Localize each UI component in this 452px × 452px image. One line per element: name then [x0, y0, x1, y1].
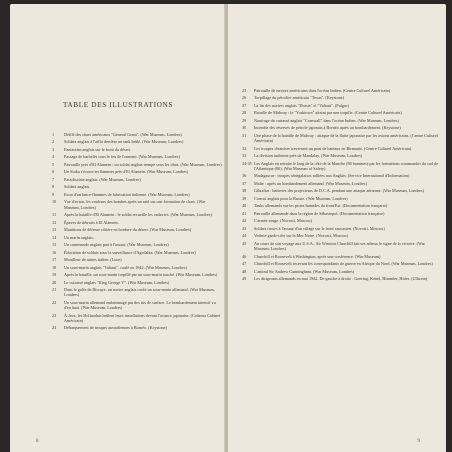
entry-caption: Un sous-marin anglais "Valiant", coulé en 1942. (War Museum, Londres)	[64, 264, 187, 270]
illustration-entry	[52, 325, 222, 330]
entry-number: 30	[242, 125, 247, 131]
entry-caption: Patrouille allemande dans la région de Sébastopol. (Documentation française)	[254, 210, 385, 216]
entry-number: 9	[52, 191, 55, 197]
entry-number: 21	[52, 286, 57, 292]
entry-caption: À Java, les Hollandais brûlent leurs installations devant l'avance japonaise. (Coûteux Cabinet Américain)	[64, 312, 221, 323]
illustration-entry	[242, 103, 438, 108]
illustration-entry	[52, 139, 222, 144]
illustration-entry	[242, 211, 438, 216]
entry-caption: Convoi anglais pour la Russie. (War Museum, Londres)	[254, 195, 348, 201]
illustration-entry	[242, 269, 438, 274]
entry-number: 40	[242, 203, 247, 209]
entry-caption: Bataille de Midway : le "Yorktown" atteint par une torpille. (Centre Culturel Américain)	[254, 110, 402, 116]
illustration-entry	[52, 184, 222, 189]
entry-number: 19	[52, 272, 57, 278]
illustration-entry	[242, 188, 438, 193]
entry-number: 13	[52, 227, 57, 233]
illustration-entry	[242, 241, 438, 252]
entry-caption: Un sous-marin allemand endommagé par des tirs de surface. Le bombardement intensif vu d'en haut. (War Museum, Londres)	[64, 299, 216, 311]
entry-number: 5	[52, 161, 55, 167]
entry-caption: La division indienne près de Mandalay. (War Museum, Londres)	[254, 153, 363, 159]
entry-caption: Parachutiste anglais. (War Museum, Londres)	[64, 176, 141, 182]
illustration-entry	[52, 199, 222, 210]
entry-caption: Torpillage du pétrolier américain "Texas". (Keystone)	[254, 95, 345, 101]
illustration-entry	[52, 250, 222, 255]
entry-number: 26	[242, 95, 247, 101]
illustration-entry	[52, 242, 222, 247]
illustration-entry	[52, 220, 222, 225]
illustration-entry	[52, 177, 222, 182]
entry-number: 8	[52, 184, 55, 190]
illustration-entry	[242, 173, 438, 178]
entry-caption: Fantassins anglais sur le front du désert.	[64, 146, 132, 152]
entry-caption: L'amiral Sir Andrew Cunningham. (War Museum, Londres)	[254, 268, 355, 274]
entry-caption: Churchill et Roosevelt recevant les correspondants de guerre en Afrique du Nord. (War Museum, Londres)	[254, 261, 433, 267]
left-page	[10, 4, 226, 452]
entry-caption: Vedette garde-côte sur la Mer Noire. (Novosti, Moscou)	[254, 233, 348, 239]
entry-caption: Épaves de détruits à El Alamein.	[64, 219, 119, 225]
entry-caption: Un Stuka s'écrase en flammes près d'El Alamein. (War Museum, Londres)	[64, 169, 189, 175]
illustration-entry	[52, 162, 222, 167]
illustration-entry	[242, 95, 438, 100]
page-number-right: 9	[417, 439, 420, 444]
illustration-entry	[52, 300, 222, 311]
entry-caption: Passage de barbelés sous le feu de l'ennemi. (War Museum, Londres)	[64, 154, 180, 160]
entry-caption: Malte : après un bombardement allemand. (War Museum, Londres)	[254, 180, 367, 186]
illustration-entry	[242, 181, 438, 186]
illustration-entry	[242, 233, 438, 238]
entry-number: 17	[52, 257, 57, 263]
illustration-entry	[242, 276, 438, 281]
illustration-entry	[242, 218, 438, 223]
entry-caption: Une phase de la bataille de Midway : attaque de la flotte japonaise par les avions américains. (Centre Culturel Américain)	[254, 132, 438, 144]
entry-caption: Les troupes chinoises traversent un pont de bateaux en Birmanie. (Centre Culturel Américain)	[254, 145, 412, 151]
entry-number: 16	[52, 249, 57, 255]
illustration-entry	[242, 110, 438, 115]
entry-caption: Gibraltar : batteries des projecteurs de D.C.A. pendant une attaque aérienne. (War Museum, Londres)	[254, 188, 424, 194]
entry-number: 11	[52, 212, 57, 218]
illustrations-list-right	[242, 88, 438, 284]
illustration-entry	[52, 212, 222, 217]
entry-caption: Éducation de soldats sous la surveillance d'Agedabia. (War Museum, Londres)	[64, 249, 196, 255]
entry-number: 49	[242, 276, 247, 282]
entry-number: 14	[52, 234, 57, 240]
entry-number: 2	[52, 139, 55, 145]
entry-number: 22	[52, 299, 57, 305]
illustration-entry	[52, 169, 222, 174]
entry-number: 36	[242, 173, 247, 179]
illustration-entry	[242, 125, 438, 130]
illustration-entry	[242, 88, 438, 93]
illustration-entry	[52, 313, 222, 324]
entry-caption: Le cuirassé anglais "King George V". (War Museum, Londres)	[64, 279, 170, 285]
illustration-entry	[52, 272, 222, 277]
entry-number: 46	[242, 253, 247, 259]
illustration-entry	[52, 192, 222, 197]
entry-number: 15	[52, 242, 57, 248]
entry-number: 24	[52, 325, 57, 331]
entry-caption: Soldats anglais.	[64, 184, 91, 190]
entry-number: 48	[242, 268, 247, 274]
entry-number: 43	[242, 225, 247, 231]
entry-caption: Après la bataille, un sous-marin torpillé par un sous-marin touché. (War Museum, Londres)	[64, 272, 218, 278]
illustration-entry	[242, 196, 438, 201]
illustration-entry	[242, 254, 438, 259]
entry-number: 6	[52, 169, 55, 175]
page-title: TABLE DES ILLUSTRATIONS	[62, 100, 174, 109]
entry-caption: Incendie des réserves de pétrole japonais à Bornéo après un bombardement. (Keystone)	[254, 125, 401, 131]
entry-caption: Mouilleur de mines italien. (Luce)	[64, 257, 122, 263]
illustration-entry	[242, 161, 438, 172]
entry-caption: Défilé des chars américains "General Grant". (War Museum, Londres)	[64, 132, 182, 137]
entry-number: 47	[242, 261, 247, 267]
entry-number: 45	[242, 240, 247, 246]
entry-number: 23	[52, 312, 57, 318]
page-number-left: 8	[36, 439, 39, 444]
entry-caption: Munitions de défense côtière en bordure du désert. (War Museum, Londres)	[64, 227, 192, 233]
entry-number: 41	[242, 210, 247, 216]
illustration-entry	[242, 133, 438, 144]
illustration-entry	[52, 265, 222, 270]
entry-caption: Naufrage du cuirassé anglais "Cornwall" dans l'océan Indien. (War Museum, Londres)	[254, 117, 399, 123]
entry-number: 44	[242, 233, 247, 239]
entry-number: 7	[52, 176, 55, 182]
illustration-entry	[52, 154, 222, 159]
entry-number: 42	[242, 218, 247, 224]
illustration-entry	[52, 235, 222, 240]
entry-caption: Tanks allemands sur les pistes humides du front Est. (Documentation française)	[254, 203, 388, 209]
illustration-entry	[242, 153, 438, 158]
entry-number: 31	[242, 132, 247, 138]
entry-number: 25	[242, 88, 247, 93]
illustration-entry	[52, 132, 222, 137]
illustration-entry	[52, 257, 222, 262]
right-page	[228, 4, 446, 452]
entry-caption: Un commando anglais part à l'assaut. (War Museum, Londres)	[64, 242, 169, 248]
illustration-entry	[52, 287, 222, 298]
illustration-entry	[52, 147, 222, 152]
entry-caption: Un marin anglais.	[64, 234, 94, 240]
entry-number: 4	[52, 154, 55, 160]
illustrations-list-left	[52, 132, 222, 333]
entry-caption: Madagascar : troupes sénégalaises ralliées aux Anglais. (Service International d'Information)	[254, 173, 410, 179]
entry-number: 20	[52, 279, 57, 285]
illustration-entry	[242, 118, 438, 123]
illustration-entry	[52, 227, 222, 232]
entry-number: 1	[52, 132, 55, 137]
entry-caption: Vue d'avion, les couleurs des bombes après un raid sur une formation de chars. (War Museum, Londres)	[64, 199, 206, 210]
entry-caption: La fin des navires anglais "Dorset" et "Valiant". (Fulgur)	[254, 102, 349, 108]
entry-caption: Essai d'un lance-flammes de fabrication italienne. (War Museum, Londres)	[64, 191, 190, 197]
illustration-entry	[242, 261, 438, 266]
entry-caption: Au cours de son voyage aux U.S.A., Sir Winston Churchill fait ses adieux le signe de la victoire. (War Museum, Londres)	[254, 240, 425, 252]
entry-number: 33	[242, 153, 247, 159]
entry-number: 39	[242, 195, 247, 201]
entry-number: 29	[242, 117, 247, 123]
entry-number: 10	[52, 199, 57, 205]
illustration-entry	[52, 280, 222, 285]
entry-caption: Après la bataille d'El Alamein : le soldat recueille les cadavres. (War Museum, Londres)	[64, 212, 212, 218]
entry-number: 32	[242, 145, 247, 151]
entry-caption: Débarquement de troupes australiennes à Bornéo. (Keystone)	[64, 325, 167, 331]
entry-number: 38	[242, 188, 247, 194]
entry-number: 28	[242, 110, 247, 116]
entry-caption: Soldats russes à l'assaut d'un village sur le front caucasien. (Novosti, Moscou)	[254, 225, 385, 231]
entry-number: 18	[52, 264, 57, 270]
entry-number: 34-35	[242, 160, 252, 166]
entry-number: 37	[242, 180, 247, 186]
illustration-entry	[242, 146, 438, 151]
entry-caption: Patrouille près d'El Alamein : un soldat anglais trempe sous les obus. (War Museum, Londres)	[64, 161, 222, 167]
illustration-entry	[242, 226, 438, 231]
entry-caption: Dans le golfe de Biscaye, un navire anglais coule un sous-marin allemand. (War Museum, Londres)	[64, 286, 215, 298]
entry-number: 3	[52, 146, 55, 152]
illustration-entry	[242, 203, 438, 208]
entry-caption: Churchill et Roosevelt à Washington, après une conférence. (War Museum)	[254, 253, 381, 259]
entry-caption: Les Anglais en retraite le long de la côte de la Manche (80 hommes) par les formations commandos du sud de l'Atlantique (80). (War Museum of Safety)	[254, 160, 438, 171]
entry-number: 27	[242, 102, 247, 108]
entry-number: 12	[52, 219, 57, 225]
entry-caption: Patrouille de navires américains dans l'océan Indien. (Centre Culturel Américain)	[254, 88, 391, 93]
entry-caption: Soldats anglais à l'affût derrière un tank brûlé. (War Museum, Londres)	[64, 139, 184, 145]
entry-caption: L'armée rouge. (Novosti, Moscou)	[254, 218, 312, 224]
entry-caption: Les dirigeants allemands en mai 1942. De gauche à droite : Goering, Keitel, Himmler, Hitler. (Ullstein)	[254, 276, 428, 282]
